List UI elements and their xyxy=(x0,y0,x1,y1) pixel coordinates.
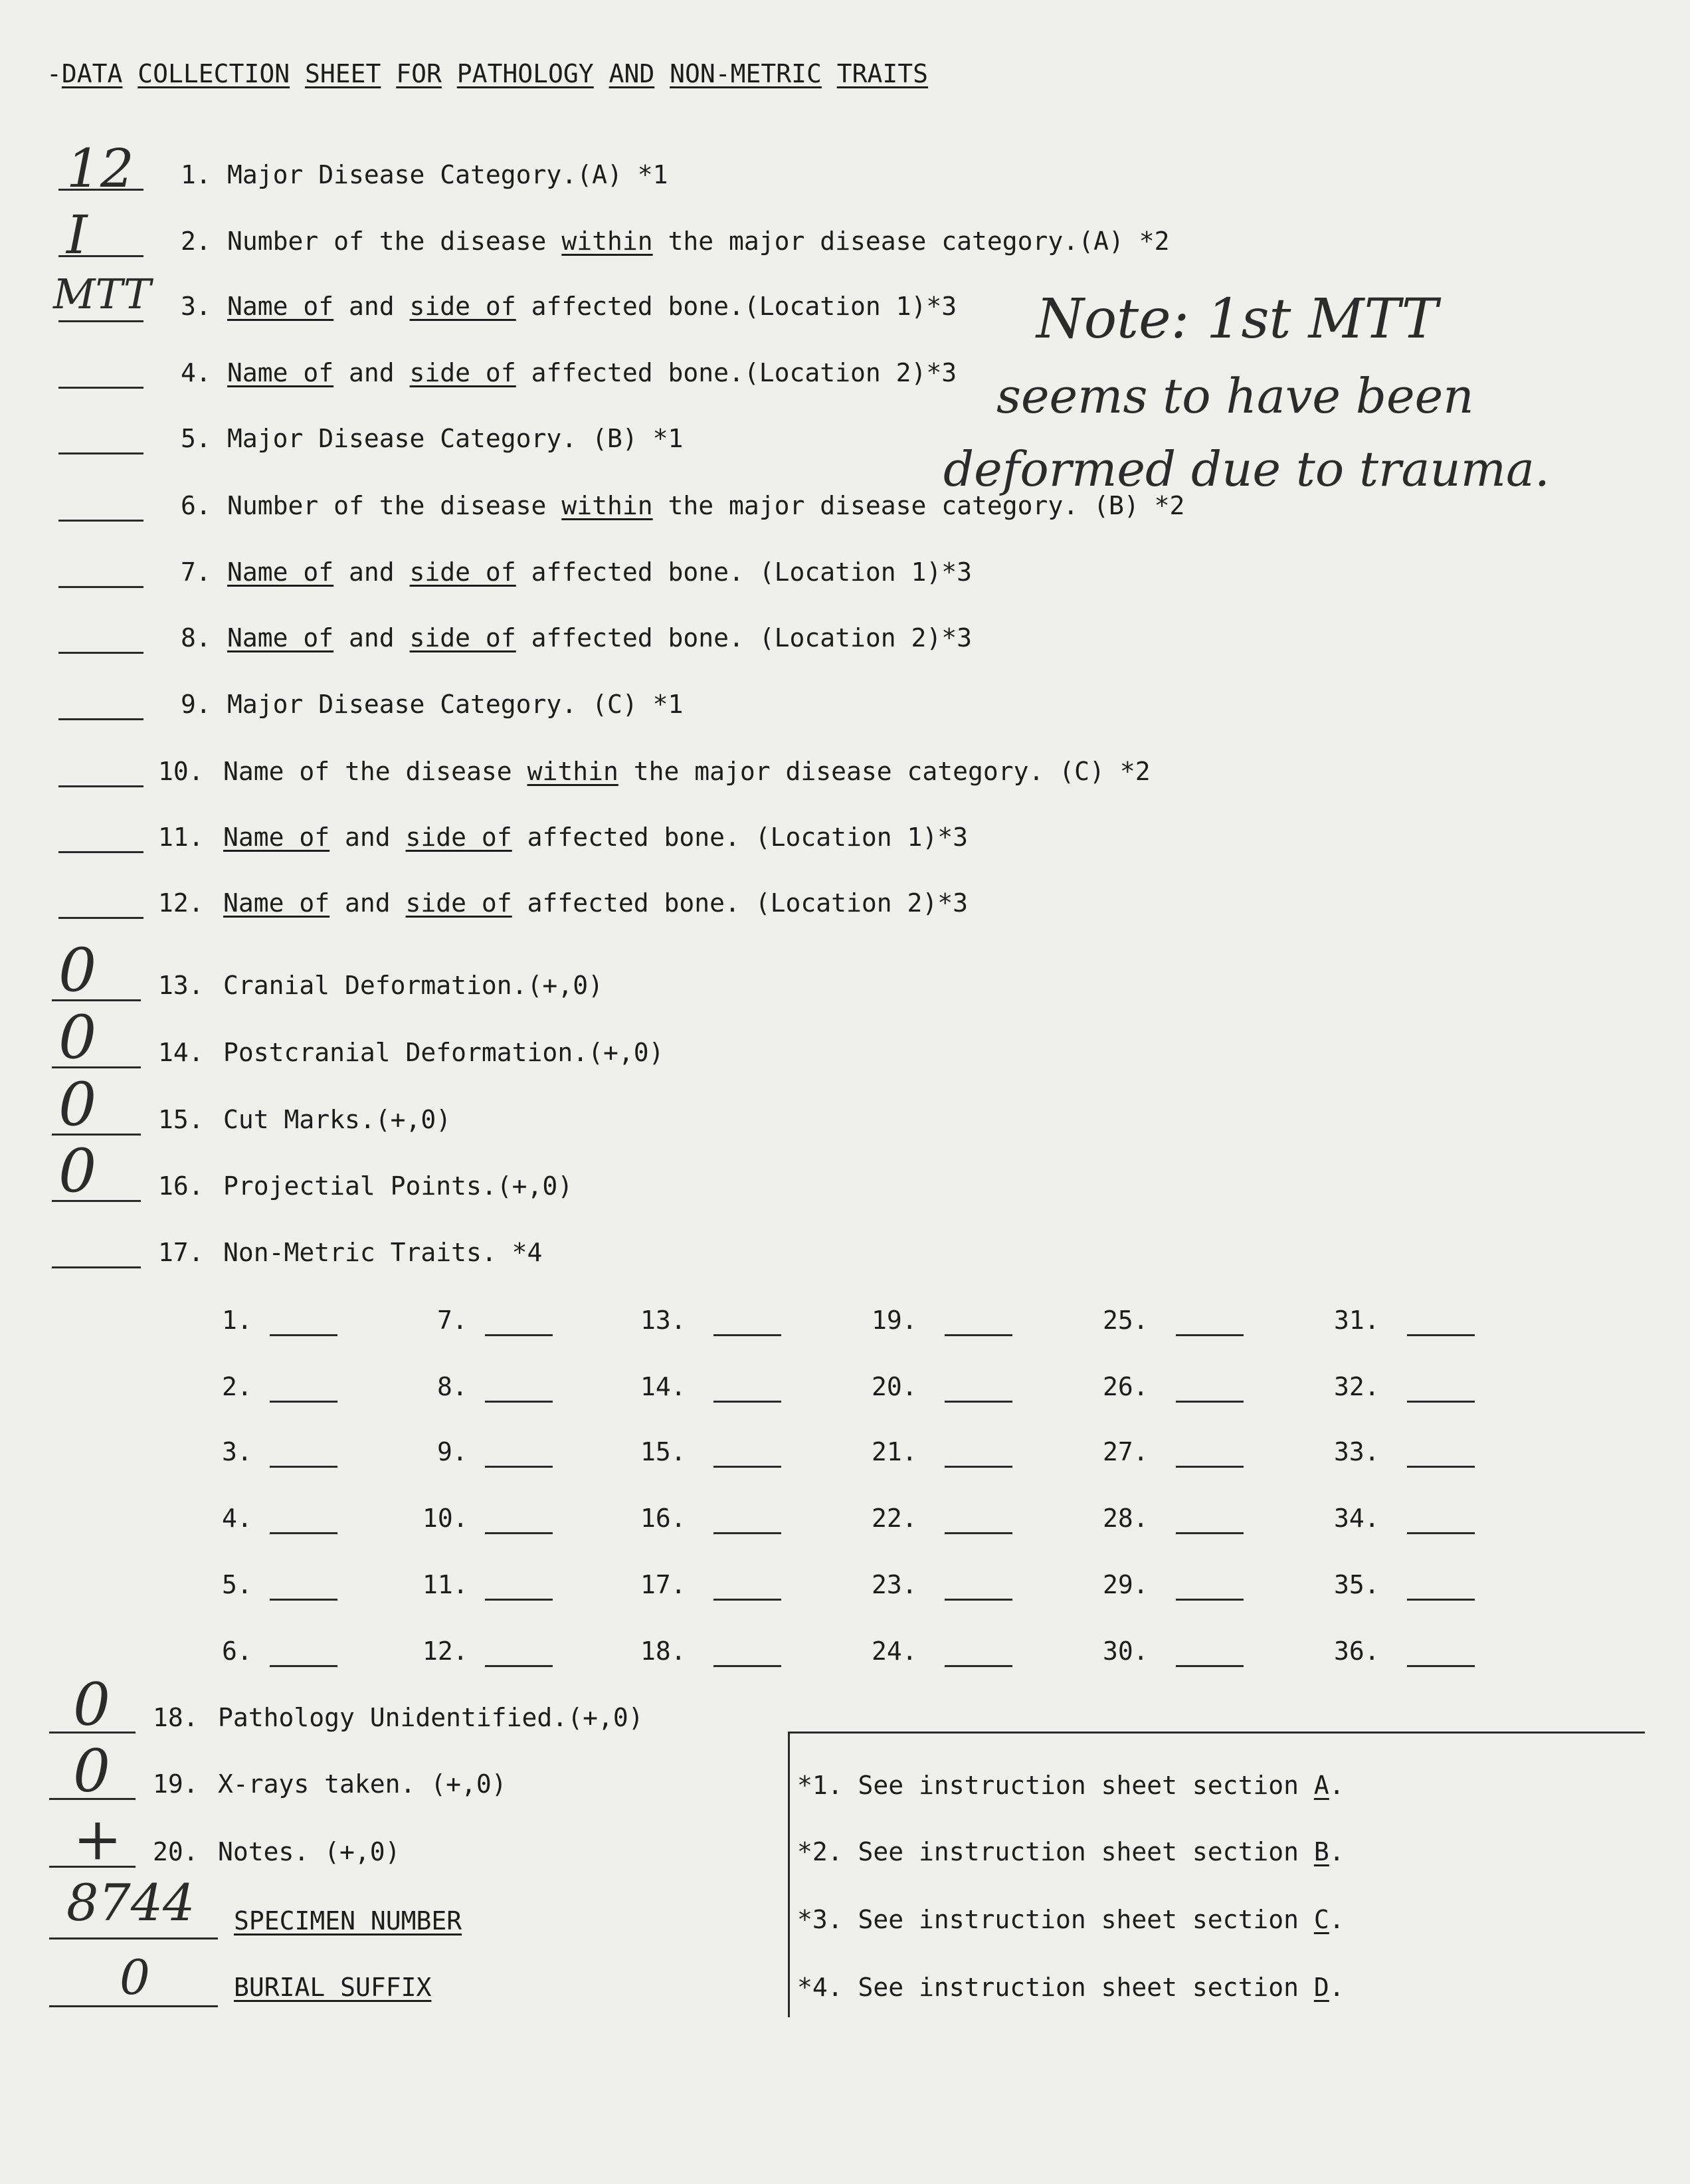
trait-blank[interactable] xyxy=(1407,1532,1475,1534)
item-label: Non-Metric Traits. *4 xyxy=(223,1238,543,1267)
trait-blank[interactable] xyxy=(945,1665,1012,1667)
trait-blank[interactable] xyxy=(270,1334,337,1336)
item-number: 5. xyxy=(181,424,211,453)
item-label: Major Disease Category.(A) *1 xyxy=(227,160,668,189)
item-number: 13. xyxy=(158,971,204,1000)
answer-blank[interactable] xyxy=(58,452,143,454)
item-label: Name of and side of affected bone. (Location 2)*3 xyxy=(223,888,969,918)
trait-number: 17. xyxy=(640,1570,686,1599)
answer-blank[interactable] xyxy=(58,851,143,853)
handwritten-note-line-1: Note: 1st MTT xyxy=(1036,288,1438,351)
answer-blank[interactable] xyxy=(58,387,143,389)
answer-value[interactable]: MTT xyxy=(53,270,151,318)
answer-blank[interactable] xyxy=(52,1266,141,1268)
answer-blank[interactable] xyxy=(58,520,143,522)
instruction-line: *2. See instruction sheet section B. xyxy=(797,1837,1345,1866)
item-number: 3. xyxy=(181,292,211,321)
trait-number: 12. xyxy=(423,1637,468,1666)
answer-value[interactable]: 0 xyxy=(73,1670,110,1739)
item-number: 7. xyxy=(181,557,211,587)
answer-blank[interactable] xyxy=(58,320,143,322)
trait-blank[interactable] xyxy=(270,1665,337,1667)
handwritten-note-line-3: deformed due to trauma. xyxy=(943,441,1550,497)
item-number: 1. xyxy=(181,160,211,189)
answer-blank[interactable] xyxy=(58,785,143,787)
trait-number: 4. xyxy=(222,1504,252,1533)
trait-blank[interactable] xyxy=(1176,1599,1244,1601)
trait-blank[interactable] xyxy=(945,1401,1012,1403)
trait-blank[interactable] xyxy=(1176,1466,1244,1468)
item-number: 16. xyxy=(158,1171,204,1201)
trait-blank[interactable] xyxy=(945,1599,1012,1601)
burial-suffix-line xyxy=(49,2005,218,2007)
trait-blank[interactable] xyxy=(1407,1599,1475,1601)
answer-value[interactable]: 0 xyxy=(58,936,97,1005)
trait-blank[interactable] xyxy=(1407,1401,1475,1403)
trait-blank[interactable] xyxy=(270,1599,337,1601)
trait-number: 9. xyxy=(437,1437,468,1466)
item-label: X-rays taken. (+,0) xyxy=(218,1769,507,1799)
item-label: Projectial Points.(+,0) xyxy=(223,1171,573,1201)
item-label: Major Disease Category. (B) *1 xyxy=(227,424,684,453)
trait-blank[interactable] xyxy=(485,1334,553,1336)
item-label: Name of and side of affected bone. (Location 1)*3 xyxy=(227,557,973,587)
trait-blank[interactable] xyxy=(945,1532,1012,1534)
trait-number: 25. xyxy=(1103,1306,1149,1335)
trait-number: 8. xyxy=(437,1372,468,1401)
trait-number: 14. xyxy=(640,1372,686,1401)
item-number: 10. xyxy=(158,757,204,786)
item-label: Cranial Deformation.(+,0) xyxy=(223,971,603,1000)
trait-number: 6. xyxy=(222,1637,252,1666)
item-number: 15. xyxy=(158,1105,204,1134)
trait-number: 2. xyxy=(222,1372,252,1401)
trait-number: 7. xyxy=(437,1306,468,1335)
item-number: 17. xyxy=(158,1238,204,1267)
item-number: 2. xyxy=(181,227,211,256)
trait-blank[interactable] xyxy=(1407,1334,1475,1336)
answer-blank[interactable] xyxy=(58,917,143,919)
instruction-line: *3. See instruction sheet section C. xyxy=(797,1905,1345,1934)
trait-number: 13. xyxy=(640,1306,686,1335)
trait-number: 27. xyxy=(1103,1437,1149,1466)
trait-blank[interactable] xyxy=(713,1665,781,1667)
trait-number: 33. xyxy=(1334,1437,1380,1466)
trait-blank[interactable] xyxy=(485,1665,553,1667)
trait-blank[interactable] xyxy=(485,1401,553,1403)
item-number: 20. xyxy=(153,1837,199,1866)
trait-blank[interactable] xyxy=(1407,1466,1475,1468)
answer-value[interactable]: 0 xyxy=(58,1136,97,1206)
item-number: 18. xyxy=(153,1703,199,1732)
title-prefix: - xyxy=(47,59,62,88)
item-label: Pathology Unidentified.(+,0) xyxy=(218,1703,644,1732)
trait-blank[interactable] xyxy=(270,1532,337,1534)
item-number: 11. xyxy=(158,823,204,852)
item-label: Name of and side of affected bone. (Location 2)*3 xyxy=(227,623,973,652)
item-number: 14. xyxy=(158,1038,204,1067)
burial-suffix-label: BURIAL SUFFIX xyxy=(234,1973,432,2002)
answer-value[interactable]: 0 xyxy=(58,1003,97,1072)
trait-blank[interactable] xyxy=(945,1334,1012,1336)
answer-value[interactable]: 0 xyxy=(73,1737,110,1805)
item-number: 8. xyxy=(181,623,211,652)
form-title: -DATA COLLECTION SHEET FOR PATHOLOGY AND NON-METRIC TRAITS xyxy=(47,59,929,88)
trait-blank[interactable] xyxy=(1407,1665,1475,1667)
trait-blank[interactable] xyxy=(1176,1401,1244,1403)
trait-number: 5. xyxy=(222,1570,252,1599)
trait-number: 3. xyxy=(222,1437,252,1466)
trait-number: 1. xyxy=(222,1306,252,1335)
trait-number: 21. xyxy=(872,1437,917,1466)
trait-number: 11. xyxy=(423,1570,468,1599)
instructions-left-rule xyxy=(788,1732,790,2017)
item-label: Major Disease Category. (C) *1 xyxy=(227,690,684,719)
item-label: Number of the disease within the major disease category. (B) *2 xyxy=(227,491,1185,520)
trait-number: 22. xyxy=(872,1504,917,1533)
trait-number: 36. xyxy=(1334,1637,1380,1666)
trait-blank[interactable] xyxy=(713,1466,781,1468)
answer-value[interactable]: 12 xyxy=(66,138,134,199)
item-label: Name of and side of affected bone.(Location 2)*3 xyxy=(227,358,957,387)
item-label: Name of the disease within the major disease category. (C) *2 xyxy=(223,757,1151,786)
item-number: 4. xyxy=(181,358,211,387)
trait-number: 10. xyxy=(423,1504,468,1533)
trait-number: 32. xyxy=(1334,1372,1380,1401)
item-label: Number of the disease within the major disease category.(A) *2 xyxy=(227,227,1170,256)
specimen-number-value[interactable]: 8744 xyxy=(66,1873,195,1932)
trait-blank[interactable] xyxy=(485,1532,553,1534)
answer-blank[interactable] xyxy=(58,718,143,720)
trait-blank[interactable] xyxy=(713,1599,781,1601)
instruction-line: *1. See instruction sheet section A. xyxy=(797,1771,1345,1800)
handwritten-note-line-2: seems to have been xyxy=(996,368,1474,424)
specimen-number-line xyxy=(49,1937,218,1939)
instructions-top-rule xyxy=(788,1732,1645,1734)
trait-number: 34. xyxy=(1334,1504,1380,1533)
answer-blank[interactable] xyxy=(58,586,143,588)
trait-number: 23. xyxy=(872,1570,917,1599)
answer-blank[interactable] xyxy=(58,652,143,654)
trait-number: 24. xyxy=(872,1637,917,1666)
trait-blank[interactable] xyxy=(270,1466,337,1468)
item-label: Notes. (+,0) xyxy=(218,1837,401,1866)
trait-blank[interactable] xyxy=(713,1532,781,1534)
trait-blank[interactable] xyxy=(713,1334,781,1336)
specimen-number-label: SPECIMEN NUMBER xyxy=(234,1906,462,1936)
trait-blank[interactable] xyxy=(945,1466,1012,1468)
item-number: 12. xyxy=(158,888,204,918)
item-label: Cut Marks.(+,0) xyxy=(223,1105,452,1134)
trait-blank[interactable] xyxy=(270,1401,337,1403)
trait-number: 16. xyxy=(640,1504,686,1533)
trait-blank[interactable] xyxy=(1176,1665,1244,1667)
trait-blank[interactable] xyxy=(1176,1532,1244,1534)
answer-value[interactable]: + xyxy=(73,1805,122,1873)
instruction-line: *4. See instruction sheet section D. xyxy=(797,1973,1345,2002)
item-number: 9. xyxy=(181,690,211,719)
item-number: 6. xyxy=(181,491,211,520)
item-label: Name of and side of affected bone. (Location 1)*3 xyxy=(223,823,969,852)
trait-number: 30. xyxy=(1103,1637,1149,1666)
answer-value[interactable]: I xyxy=(66,204,88,266)
trait-blank[interactable] xyxy=(1176,1334,1244,1336)
trait-blank[interactable] xyxy=(485,1466,553,1468)
trait-number: 28. xyxy=(1103,1504,1149,1533)
item-number: 19. xyxy=(153,1769,199,1799)
trait-number: 20. xyxy=(872,1372,917,1401)
trait-blank[interactable] xyxy=(485,1599,553,1601)
trait-blank[interactable] xyxy=(713,1401,781,1403)
trait-number: 29. xyxy=(1103,1570,1149,1599)
trait-number: 35. xyxy=(1334,1570,1380,1599)
trait-number: 31. xyxy=(1334,1306,1380,1335)
item-label: Postcranial Deformation.(+,0) xyxy=(223,1038,664,1067)
item-label: Name of and side of affected bone.(Location 1)*3 xyxy=(227,292,957,321)
trait-number: 26. xyxy=(1103,1372,1149,1401)
trait-number: 18. xyxy=(640,1637,686,1666)
answer-value[interactable]: 0 xyxy=(58,1070,97,1140)
trait-number: 15. xyxy=(640,1437,686,1466)
burial-suffix-value[interactable]: 0 xyxy=(120,1949,150,2005)
trait-number: 19. xyxy=(872,1306,917,1335)
